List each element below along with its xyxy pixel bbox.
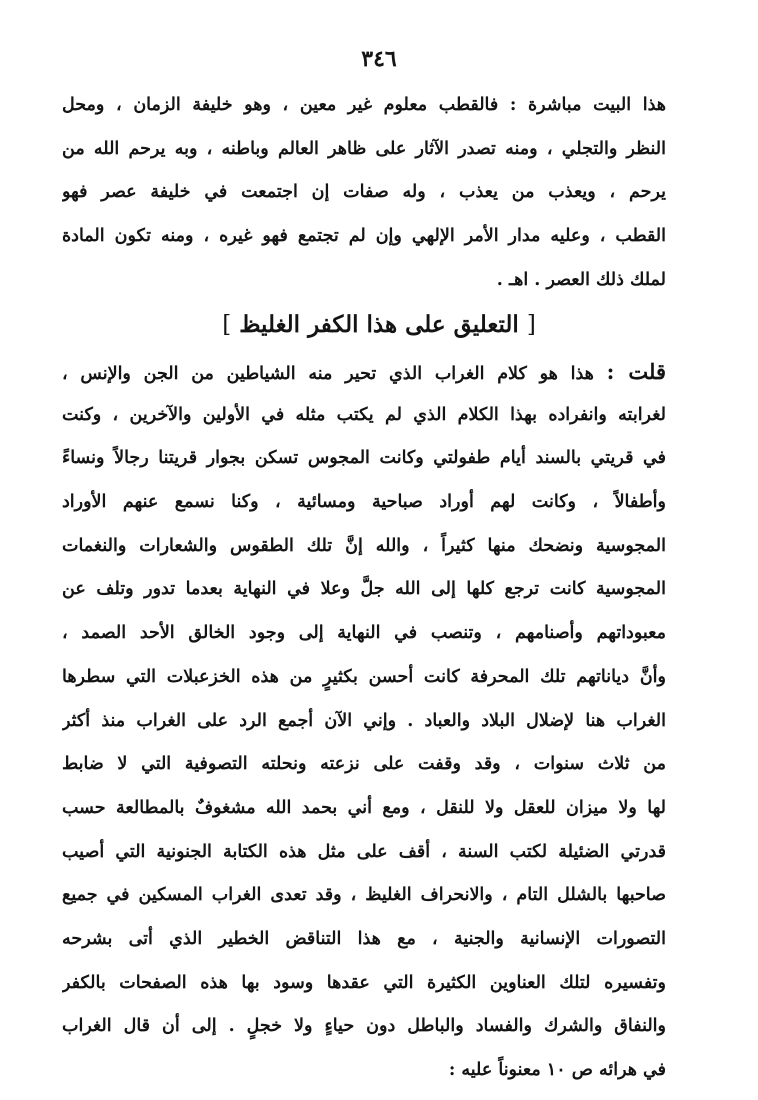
text-line: وتفسيره لتلك العناوين الكثيرة التي عقدها وسود بها هذه الصفحات بالكفر [62,972,666,993]
line-rest: هذا هو كلام الغراب الذي تحير منه الشياطين من الجن والإنس ، [62,364,607,384]
text-line: صاحبها بالشلل التام ، والانحراف الغليظ ، وقد تعدى الغراب المسكين في جميع [62,885,666,906]
section-heading [0,300,758,350]
text-line: في هرائه ص ١٠ معنوناً عليه : [448,1060,666,1080]
heading-open-bracket: [ [526,312,536,338]
commentary-paragraph [62,350,666,1093]
text-line: والنفاق والشرك والفساد والباطل دون حياءٍ ولا خجلٍ . إلى أن قال الغراب [62,1016,666,1037]
text-line: هذا البيت مباشرة : فالقطب معلوم غير معين ، وهو خليفة الزمان ، ومحل [62,95,666,115]
text-line: النظر والتجلي ، ومنه تصدر الآثار على ظاهر العالم وباطنه ، وبه يرحم الله من [62,138,666,159]
text-line: وأطفالاً ، وكانت لهم أوراد صباحية ومسائية ، وكنا نسمع عنهم الأوراد [62,492,666,513]
text-line [62,350,666,394]
text-line: لملك ذلك العصر . اهـ . [496,269,666,290]
text-line: المجوسية كانت ترجع كلها إلى الله جلَّ وعلا في النهاية بعدما تدور وتلف عن [62,579,666,600]
page-number: ٣٤٦ [361,46,397,72]
text-line: وأنَّ دياناتهم تلك المحرفة كانت أحسن بكثيرٍ من هذه الخزعبلات التي سطرها [62,666,666,687]
text-line: معبوداتهم وأصنامهم ، وتنصب في النهاية إلى وجود الخالق الأحد الصمد ، [62,623,666,644]
text-line: يرحم ، ويعذب من يعذب ، وله صفات إن اجتمعت في خليفة عصر فهو [62,182,666,203]
text-line: لغرابته وانفراده بهذا الكلام الذي لم يكتب مثله في الأولين والآخرين ، وكنت [62,404,666,425]
text-line: في قريتي بالسند أيام طفولتي وكانت المجوس تسكن بجوار قريتنا رجالاً ونساءً [62,448,666,469]
text-line: من ثلاث سنوات ، وقد وقفت على نزعته ونحلته التصوفية التي لا ضابط [62,754,666,775]
text-line: القطب ، وعليه مدار الأمر الإلهي وإن لم تجتمع فهو غيره ، ومنه تكون المادة [62,226,666,247]
text-line: التصورات الإنسانية والجنية ، مع هذا التناقض الخطير الذي أتى بشرحه [62,928,666,949]
text-line: المجوسية ونضحك منها كثيراً ، والله إنَّ تلك الطقوس والشعارات والنغمات [62,535,666,556]
text-line: الغراب هنا لإضلال البلاد والعباد . وإني الآن أجمع الرد على الغراب منذ أكثر [62,710,666,731]
text-line: لها ولا ميزان للعقل ولا للنقل ، ومع أني بحمد الله مشغوفٌ بالمطالعة حسب [62,797,666,818]
heading-text: التعليق على هذا الكفر الغليظ [239,311,519,338]
quoted-paragraph [62,84,666,302]
lead-word: قلت : [606,359,666,384]
heading-close-bracket: ] [222,312,232,338]
text-line: قدرتي الضئيلة لكتب السنة ، أقف على مثل هذه الكتابة الجنونية التي أصيب [62,841,666,862]
